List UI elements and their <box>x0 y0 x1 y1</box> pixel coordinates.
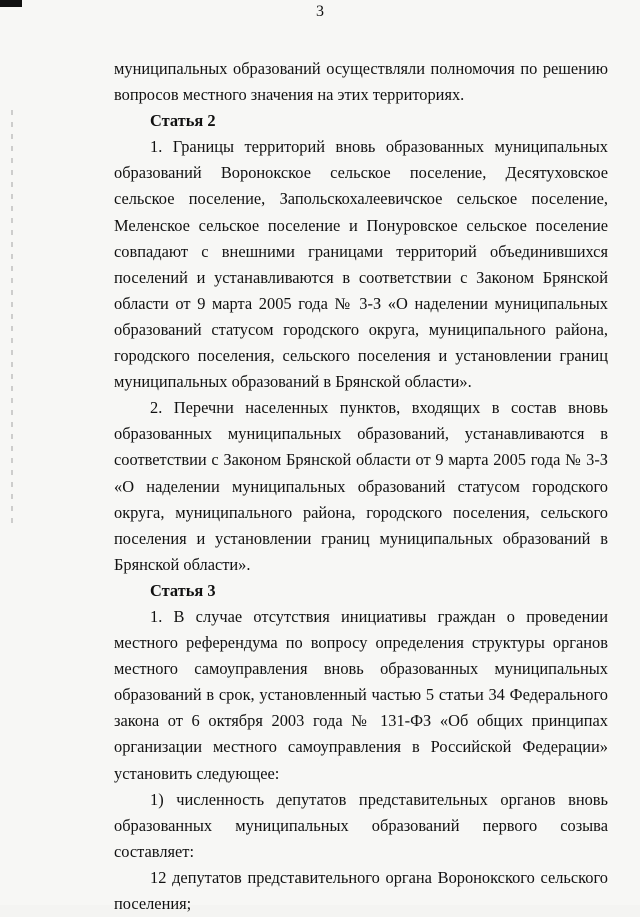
article-3-paragraph-1: 1. В случае отсутствия инициативы граждан о проведении местного референдума по вопросу определения структуры органов местного самоуправления вновь образованных муниципальных образований в срок, установленный частью 5 статьи 34 Федерального закона от 6 октября 2003 года № 131-ФЗ «Об общих принципах организации местного самоуправления в Российской Федерации» установить следующее: <box>114 606 608 783</box>
article-2-paragraph-2: 2. Перечни населенных пунктов, входящих в состав вновь образованных муниципальных образований, устанавливаются в соответствии с Законом Брянской области от 9 марта 2005 года № 3-З «О наделении муниципальных образований статусом городского округа, муниципального района, городского поселения, сельского поселения и установлении границ муниципальных образований в Брянской области». <box>114 398 608 574</box>
article-3-paragraph-3: 12 депутатов представительного органа Воронокского сельского поселения; <box>114 867 608 913</box>
scan-margin-artifact <box>11 110 13 530</box>
intro-line-1: муниципальных образований осуществляли полномочия по решению <box>114 59 608 78</box>
intro-line-2: вопросов местного значения на этих территориях. <box>114 85 465 105</box>
document-body <box>114 56 608 917</box>
page-number: 3 <box>316 3 324 20</box>
article-3-heading: Статья 3 <box>150 580 216 600</box>
article-3-paragraph-2: 1) численность депутатов представительных органов вновь образованных муниципальных образований первого созыва составляет: <box>114 789 608 861</box>
article-2-paragraph-1: 1. Границы территорий вновь образованных муниципальных образований Воронокское сельское поселение, Десятуховское сельское поселение, Запольскохалеевичское сельское поселение, Меленское сельское поселение и Понуровское сельское поселение совпадают с внешними границами территорий объединившихся поселений и устанавливаются в соответствии с Законом Брянской области от 9 марта 2005 года № 3-З «О наделении муниципальных образований статусом городского округа, муниципального района, городского поселения, сельского поселения и установлении границ муниципальных образований в Брянской области». <box>114 137 608 392</box>
article-2-heading: Статья 2 <box>150 111 216 131</box>
